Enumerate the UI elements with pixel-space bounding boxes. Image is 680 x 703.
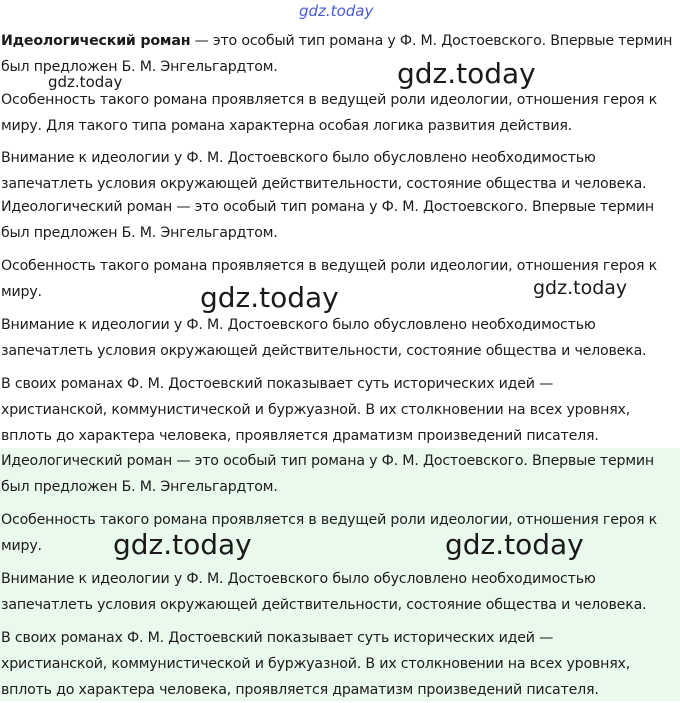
paragraph-line: Внимание к идеологии у Ф. М. Достоевского было обусловлено необходимостью <box>1 150 596 166</box>
paragraph-definition <box>1 448 677 500</box>
watermark: gdz.today <box>533 277 628 299</box>
watermark: gdz.today <box>200 281 339 314</box>
watermark: gdz.today <box>113 528 252 561</box>
paragraph-line: запечатлеть условия окружающей действительности, состояние общества и человека. <box>1 597 647 613</box>
definition-text: — это особый тип романа у Ф. М. Достоевского. Впервые термин <box>190 33 673 49</box>
paragraph-feature <box>1 253 677 305</box>
paragraph-line: В своих романах Ф. М. Достоевский показывает суть исторических идей — <box>1 630 554 646</box>
watermark-top: gdz.today <box>299 2 374 20</box>
paragraph-line: Внимание к идеологии у Ф. М. Достоевского было обусловлено необходимостью <box>1 571 596 587</box>
paragraph-line: запечатлеть условия окружающей действительности, состояние общества и человека. <box>1 176 647 192</box>
paragraph-line: Особенность такого романа проявляется в ведущей роли идеологии, отношения героя к <box>1 258 658 274</box>
paragraph-line: миру. <box>1 538 42 554</box>
paragraph-line: миру. <box>1 284 42 300</box>
paragraph-line: Идеологический роман — это особый тип романа у Ф. М. Достоевского. Впервые термин <box>1 199 654 215</box>
watermark: gdz.today <box>48 73 123 91</box>
paragraph-line: был предложен Б. М. Энгельгардтом. <box>1 225 278 241</box>
paragraph-line: миру. Для такого типа романа характерна особая логика развития действия. <box>1 118 573 134</box>
paragraph-attention <box>1 145 677 197</box>
paragraph-novels <box>1 371 677 449</box>
paragraph-line: был предложен Б. М. Энгельгардтом. <box>1 59 278 75</box>
paragraph-line: был предложен Б. М. Энгельгардтом. <box>1 479 278 495</box>
paragraph-attention <box>1 566 677 618</box>
paragraph-feature <box>1 507 677 559</box>
paragraph-line: вплоть до характера человека, проявляется драматизм произведений писателя. <box>1 682 599 698</box>
watermark: gdz.today <box>397 57 536 90</box>
paragraph-novels <box>1 625 677 703</box>
paragraph-line: христианской, коммунистической и буржуазной. В их столкновении на всех уровнях, <box>1 656 631 672</box>
paragraph-line: христианской, коммунистической и буржуазной. В их столкновении на всех уровнях, <box>1 402 631 418</box>
term-bold: Идеологический роман <box>1 33 191 49</box>
paragraph-line: запечатлеть условия окружающей действительности, состояние общества и человека. <box>1 343 647 359</box>
paragraph-line <box>1 28 677 54</box>
paragraph-line: Особенность такого романа проявляется в ведущей роли идеологии, отношения героя к <box>1 92 658 108</box>
watermark: gdz.today <box>445 528 584 561</box>
paragraph-definition <box>1 194 677 246</box>
paragraph-line: вплоть до характера человека, проявляется драматизм произведений писателя. <box>1 428 599 444</box>
paragraph-line: В своих романах Ф. М. Достоевский показывает суть исторических идей — <box>1 376 554 392</box>
paragraph-feature <box>1 87 677 139</box>
paragraph-attention <box>1 312 677 364</box>
paragraph-line: Идеологический роман — это особый тип романа у Ф. М. Достоевского. Впервые термин <box>1 453 654 469</box>
paragraph-definition <box>1 28 677 80</box>
paragraph-line: Внимание к идеологии у Ф. М. Достоевского было обусловлено необходимостью <box>1 317 596 333</box>
paragraph-line: Особенность такого романа проявляется в ведущей роли идеологии, отношения героя к <box>1 512 658 528</box>
